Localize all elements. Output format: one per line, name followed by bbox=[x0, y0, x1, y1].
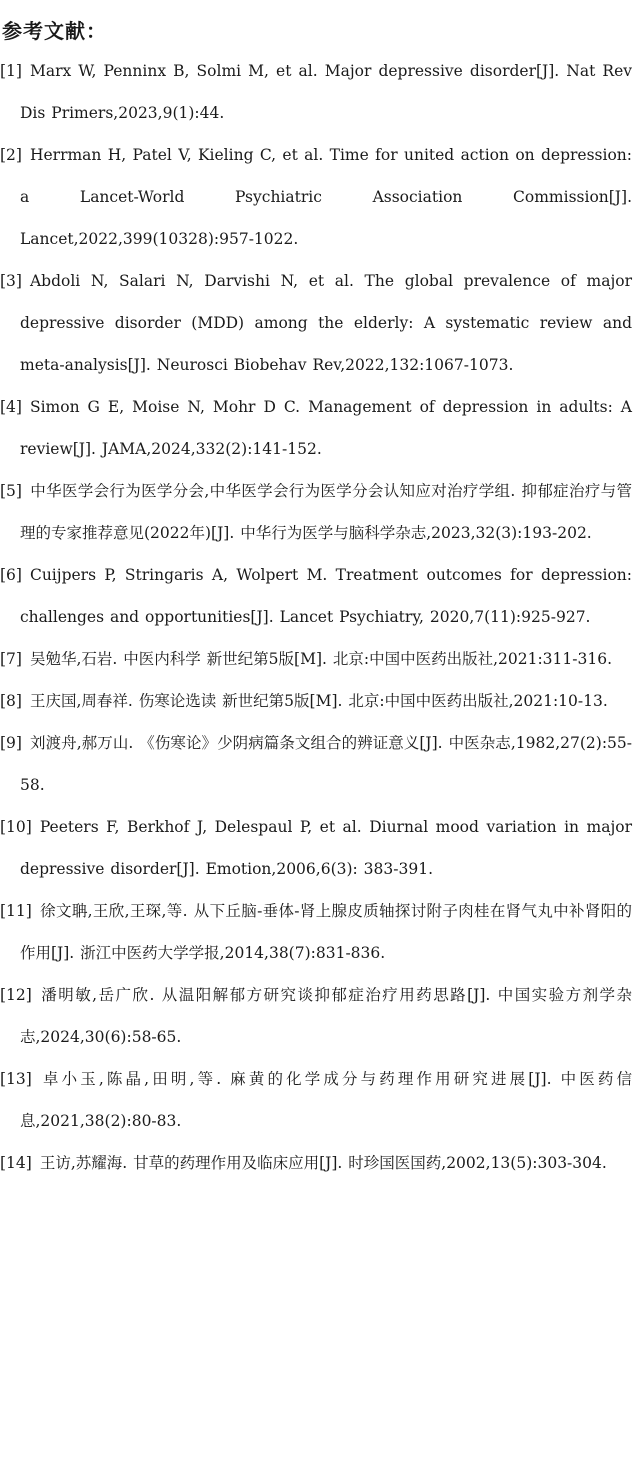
reference-text: 中华医学会行为医学分会,中华医学会行为医学分会认知应对治疗学组. 抑郁症治疗与管理的专家推荐意见(2022年)[J]. 中华行为医学与脑科学杂志,2023,32(3):193-202. bbox=[20, 482, 632, 542]
reference-text: Simon G E, Moise N, Mohr D C. Management of depression in adults: A review[J]. JAMA,2024,332(2):141-152. bbox=[20, 398, 632, 458]
reference-item bbox=[0, 806, 632, 890]
reference-item bbox=[0, 386, 632, 470]
reference-text: 王庆国,周春祥. 伤寒论选读 新世纪第5版[M]. 北京:中国中医药出版社,2021:10-13. bbox=[29, 692, 608, 710]
reference-item bbox=[0, 50, 632, 134]
reference-text: Herrman H, Patel V, Kieling C, et al. Time for united action on depression: a Lancet-World Psychiatric Association Commission[J]. Lancet,2022,399(10328):957-1022. bbox=[20, 146, 632, 248]
reference-text: Peeters F, Berkhof J, Delespaul P, et al. Diurnal mood variation in major depressive disorder[J]. Emotion,2006,6(3): 383-391. bbox=[20, 818, 632, 878]
reference-text: Cuijpers P, Stringaris A, Wolpert M. Treatment outcomes for depression: challenges and opportunities[J]. Lancet Psychiatry, 2020,7(11):925-927. bbox=[20, 566, 632, 626]
reference-item bbox=[0, 890, 632, 974]
reference-text: 王访,苏耀海. 甘草的药理作用及临床应用[J]. 时珍国医国药,2002,13(5):303-304. bbox=[39, 1154, 607, 1172]
reference-number: [3] bbox=[0, 272, 22, 290]
reference-number: [6] bbox=[0, 566, 22, 584]
reference-list bbox=[0, 50, 632, 1184]
reference-number: [10] bbox=[0, 818, 32, 836]
reference-number: [9] bbox=[0, 734, 22, 752]
reference-item bbox=[0, 680, 632, 722]
reference-number: [12] bbox=[0, 986, 32, 1004]
reference-text: 吴勉华,石岩. 中医内科学 新世纪第5版[M]. 北京:中国中医药出版社,2021:311-316. bbox=[29, 650, 613, 668]
reference-item bbox=[0, 134, 632, 260]
reference-number: [11] bbox=[0, 902, 32, 920]
reference-number: [7] bbox=[0, 650, 22, 668]
reference-number: [2] bbox=[0, 146, 22, 164]
reference-item bbox=[0, 554, 632, 638]
reference-text: Abdoli N, Salari N, Darvishi N, et al. The global prevalence of major depressive disorder (MDD) among the elderly: A systematic review and meta-analysis[J]. Neurosci Biobehav Rev,2022,132:1067-1073. bbox=[20, 272, 632, 374]
reference-item bbox=[0, 1142, 632, 1184]
reference-item bbox=[0, 260, 632, 386]
reference-text: 徐文聃,王欣,王琛,等. 从下丘脑-垂体-肾上腺皮质轴探讨附子肉桂在肾气丸中补肾阳的作用[J]. 浙江中医药大学学报,2014,38(7):831-836. bbox=[20, 902, 632, 962]
references-title: 参考文献： bbox=[2, 19, 107, 43]
reference-item bbox=[0, 974, 632, 1058]
reference-number: [13] bbox=[0, 1070, 32, 1088]
reference-item bbox=[0, 722, 632, 806]
reference-text: Marx W, Penninx B, Solmi M, et al. Major depressive disorder[J]. Nat Rev Dis Primers,2023,9(1):44. bbox=[20, 62, 632, 122]
reference-number: [8] bbox=[0, 692, 22, 710]
reference-number: [5] bbox=[0, 482, 22, 500]
reference-number: [14] bbox=[0, 1154, 32, 1172]
reference-text: 潘明敏,岳广欣. 从温阳解郁方研究谈抑郁症治疗用药思路[J]. 中国实验方剂学杂志,2024,30(6):58-65. bbox=[20, 986, 632, 1046]
reference-item bbox=[0, 1058, 632, 1142]
reference-item bbox=[0, 470, 632, 554]
reference-text: 刘渡舟,郝万山. 《伤寒论》少阴病篇条文组合的辨证意义[J]. 中医杂志,1982,27(2):55-58. bbox=[20, 734, 632, 794]
reference-text: 卓小玉,陈晶,田明,等. 麻黄的化学成分与药理作用研究进展[J]. 中医药信息,2021,38(2):80-83. bbox=[20, 1070, 632, 1130]
reference-item bbox=[0, 638, 632, 680]
reference-number: [4] bbox=[0, 398, 22, 416]
reference-number: [1] bbox=[0, 62, 22, 80]
